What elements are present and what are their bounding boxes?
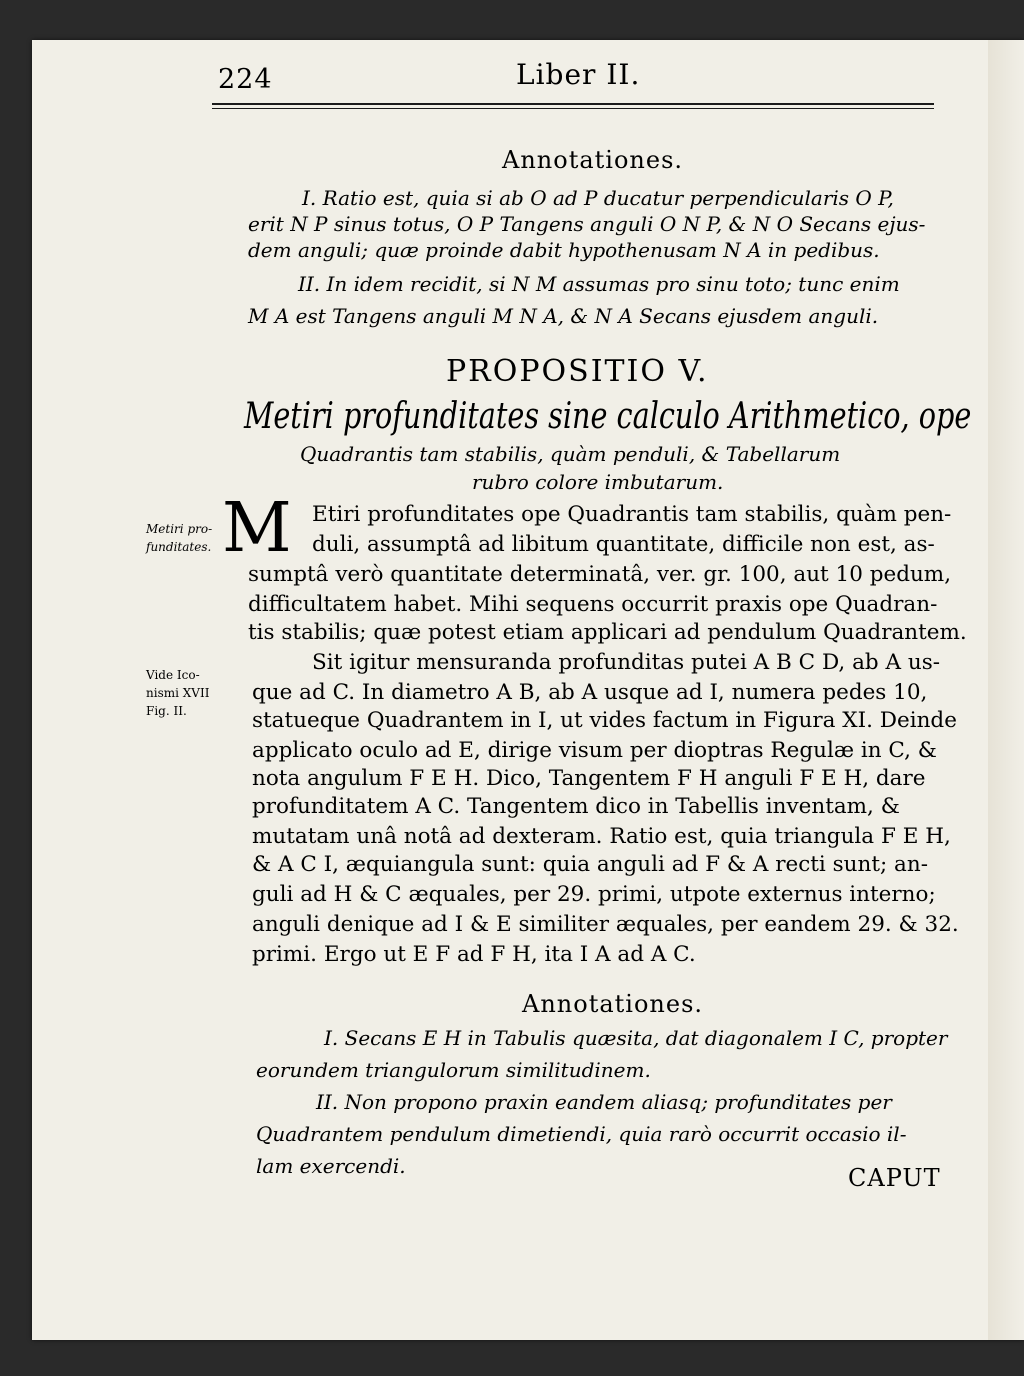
drop-cap: M — [222, 489, 292, 568]
annotation-line: eorundem triangulorum similitudinem. — [256, 1058, 651, 1082]
annotations-title: Annotationes. — [502, 146, 684, 174]
annotation-line: dem anguli; quæ proinde dabit hypothenusam N A in pedibus. — [248, 238, 880, 262]
margin-note — [146, 666, 209, 720]
body-line: mutatam unâ notâ ad dexteram. Ratio est, quia triangula F E H, — [252, 824, 951, 849]
margin-note-line: Metiri pro- — [146, 522, 213, 536]
annotation-line: II. In idem recidit, si N M assumas pro sinu toto; tunc enim — [298, 272, 900, 296]
proposition-subtitle: Metiri profunditates sine calculo Arithmetico, ope — [244, 396, 972, 437]
body-line: duli, assumptâ ad libitum quantitate, difficile non est, as- — [312, 532, 935, 557]
annotation-line: M A est Tangens anguli M N A, & N A Secans ejusdem anguli. — [248, 304, 879, 328]
margin-note-line: nismi XVII — [146, 686, 210, 700]
body-line: primi. Ergo ut E F ad F H, ita I A ad A C. — [252, 942, 696, 967]
annotation-line: Quadrantem pendulum dimetiendi, quia rarò occurrit occasio il- — [256, 1122, 907, 1146]
proposition-subtitle-line: rubro colore imbutarum. — [472, 470, 724, 494]
body-line: Sit igitur mensuranda profunditas putei A B C D, ab A us- — [312, 650, 941, 675]
body-line: profunditatem A C. Tangentem dico in Tabellis inventam, & — [252, 794, 900, 819]
body-line: statueque Quadrantem in I, ut vides factum in Figura XI. Deinde — [252, 708, 957, 733]
catchword: CAPUT — [848, 1164, 941, 1192]
facing-page-edge — [988, 40, 1024, 1340]
margin-note-line: funditates. — [146, 540, 212, 554]
running-title: Liber II. — [516, 58, 641, 91]
annotation-line: I. Secans E H in Tabulis quæsita, dat diagonalem I C, propter — [324, 1026, 948, 1050]
body-line: difficultatem habet. Mihi sequens occurrit praxis ope Quadran- — [248, 592, 938, 617]
body-line: & A C I, æquiangula sunt: quia anguli ad F & A recti sunt; an- — [252, 852, 928, 877]
header-rule — [212, 103, 934, 105]
body-line: applicato oculo ad E, dirige visum per dioptras Regulæ in C, & — [252, 738, 937, 763]
body-line: nota angulum F E H. Dico, Tangentem F H anguli F E H, dare — [252, 766, 926, 791]
proposition-subtitle-line: Quadrantis tam stabilis, quàm penduli, & Tabellarum — [300, 442, 841, 466]
margin-note — [146, 520, 212, 556]
proposition-title: PROPOSITIO V. — [446, 354, 709, 389]
annotations-title: Annotationes. — [522, 990, 704, 1018]
body-line: anguli denique ad I & E similiter æquales, per eandem 29. & 32. — [252, 912, 959, 937]
annotation-line: I. Ratio est, quia si ab O ad P ducatur perpendicularis O P, — [302, 186, 894, 210]
body-line: tis stabilis; quæ potest etiam applicari ad pendulum Quadrantem. — [248, 620, 967, 645]
margin-note-line: Fig. II. — [146, 704, 187, 718]
body-line: que ad C. In diametro A B, ab A usque ad I, numera pedes 10, — [252, 680, 928, 705]
body-line: sumptâ verò quantitate determinatâ, ver. gr. 100, aut 10 pedum, — [248, 562, 952, 587]
body-line: Etiri profunditates ope Quadrantis tam stabilis, quàm pen- — [312, 502, 952, 527]
header-rule-thin — [212, 108, 934, 109]
annotation-line: II. Non propono praxin eandem aliasq; profunditates per — [316, 1090, 892, 1114]
annotation-line: lam exercendi. — [256, 1154, 406, 1178]
page-number: 224 — [218, 64, 273, 95]
annotation-line: erit N P sinus totus, O P Tangens anguli O N P, & N O Secans ejus- — [248, 212, 926, 236]
body-line: guli ad H & C æquales, per 29. primi, utpote externus interno; — [252, 882, 936, 907]
margin-note-line: Vide Ico- — [146, 668, 200, 682]
